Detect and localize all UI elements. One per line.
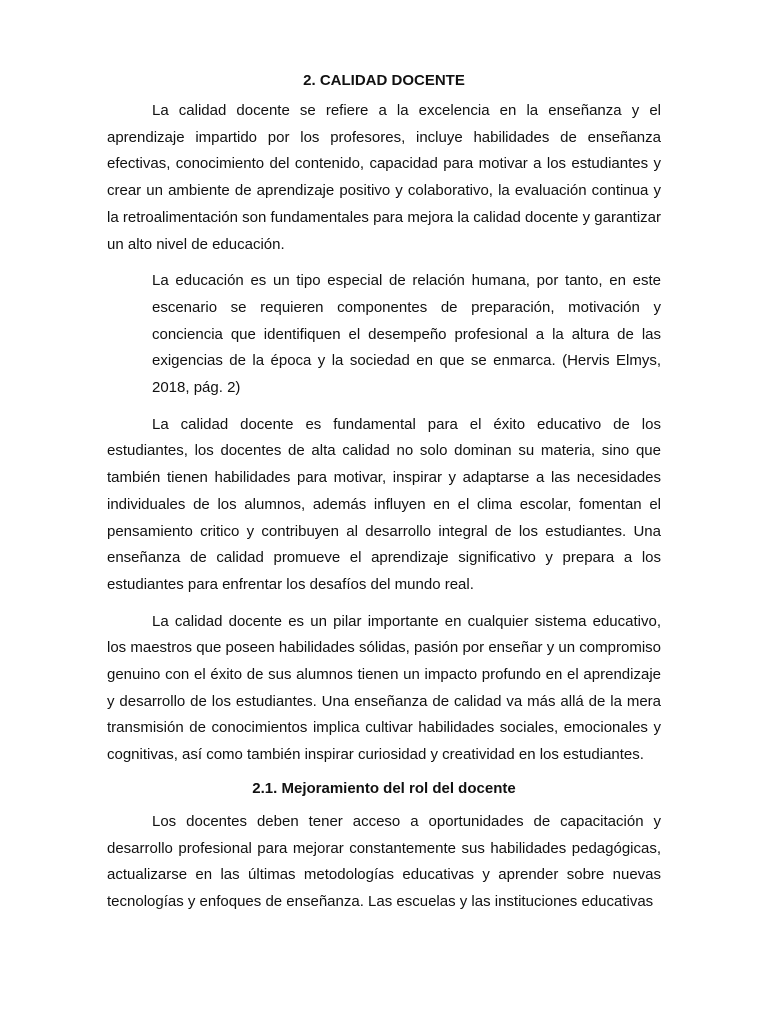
paragraph-2: La calidad docente es fundamental para el éxito educativo de los estudiantes, los docentes de alta calidad no solo dominan su materia, sino que también tienen habilidades para motivar, inspirar y adaptarse a las necesidades individuales de los alumnos, además influyen en el clima escolar, fomentan el pensamiento critico y contribuyen al desarrollo integral de los estudiantes. Una enseñanza de calidad promueve el aprendizaje significativo y prepara a los estudiantes para enfrentar los desafíos del mundo real. — [107, 415, 661, 593]
subsection-title: 2.1. Mejoramiento del rol del docente — [252, 779, 516, 797]
paragraph-3: La calidad docente es un pilar importante en cualquier sistema educativo, los maestros que poseen habilidades sólidas, pasión por enseñar y un compromiso genuino con el éxito de sus alumnos tienen un impacto profundo en el aprendizaje y desarrollo de los estudiantes. Una enseñanza de calidad va más allá de la mera transmisión de conocimientos implica cultivar habilidades sociales, emocionales y cognitivas, así como también inspirar curiosidad y creatividad en los estudiantes. — [107, 612, 661, 764]
paragraph-4: Los docentes deben tener acceso a oportunidades de capacitación y desarrollo profesional para mejorar constantemente sus habilidades pedagógicas, actualizarse en las últimas metodologías educativas y aprender sobre nuevas tecnologías y enfoques de enseñanza. Las escuelas y las instituciones educativas — [107, 812, 661, 910]
paragraph-1: La calidad docente se refiere a la excelencia en la enseñanza y el aprendizaje impartido por los profesores, incluye habilidades de enseñanza efectivas, conocimiento del contenido, capacidad para motivar a los estudiantes y crear un ambiente de aprendizaje positivo y colaborativo, la evaluación continua y la retroalimentación son fundamentales para mejora la calidad docente y garantizar un alto nivel de educación. — [107, 102, 661, 253]
block-quote: La educación es un tipo especial de relación humana, por tanto, en este escenario se requieren componentes de preparación, motivación y conciencia que identifiquen el desempeño profesional a la altura de las exigencias de la época y la sociedad en que se enmarca. (Hervis Elmys, 2018, pág. 2) — [152, 272, 661, 397]
document-page — [107, 71, 661, 926]
section-title: 2. CALIDAD DOCENTE — [303, 72, 465, 89]
